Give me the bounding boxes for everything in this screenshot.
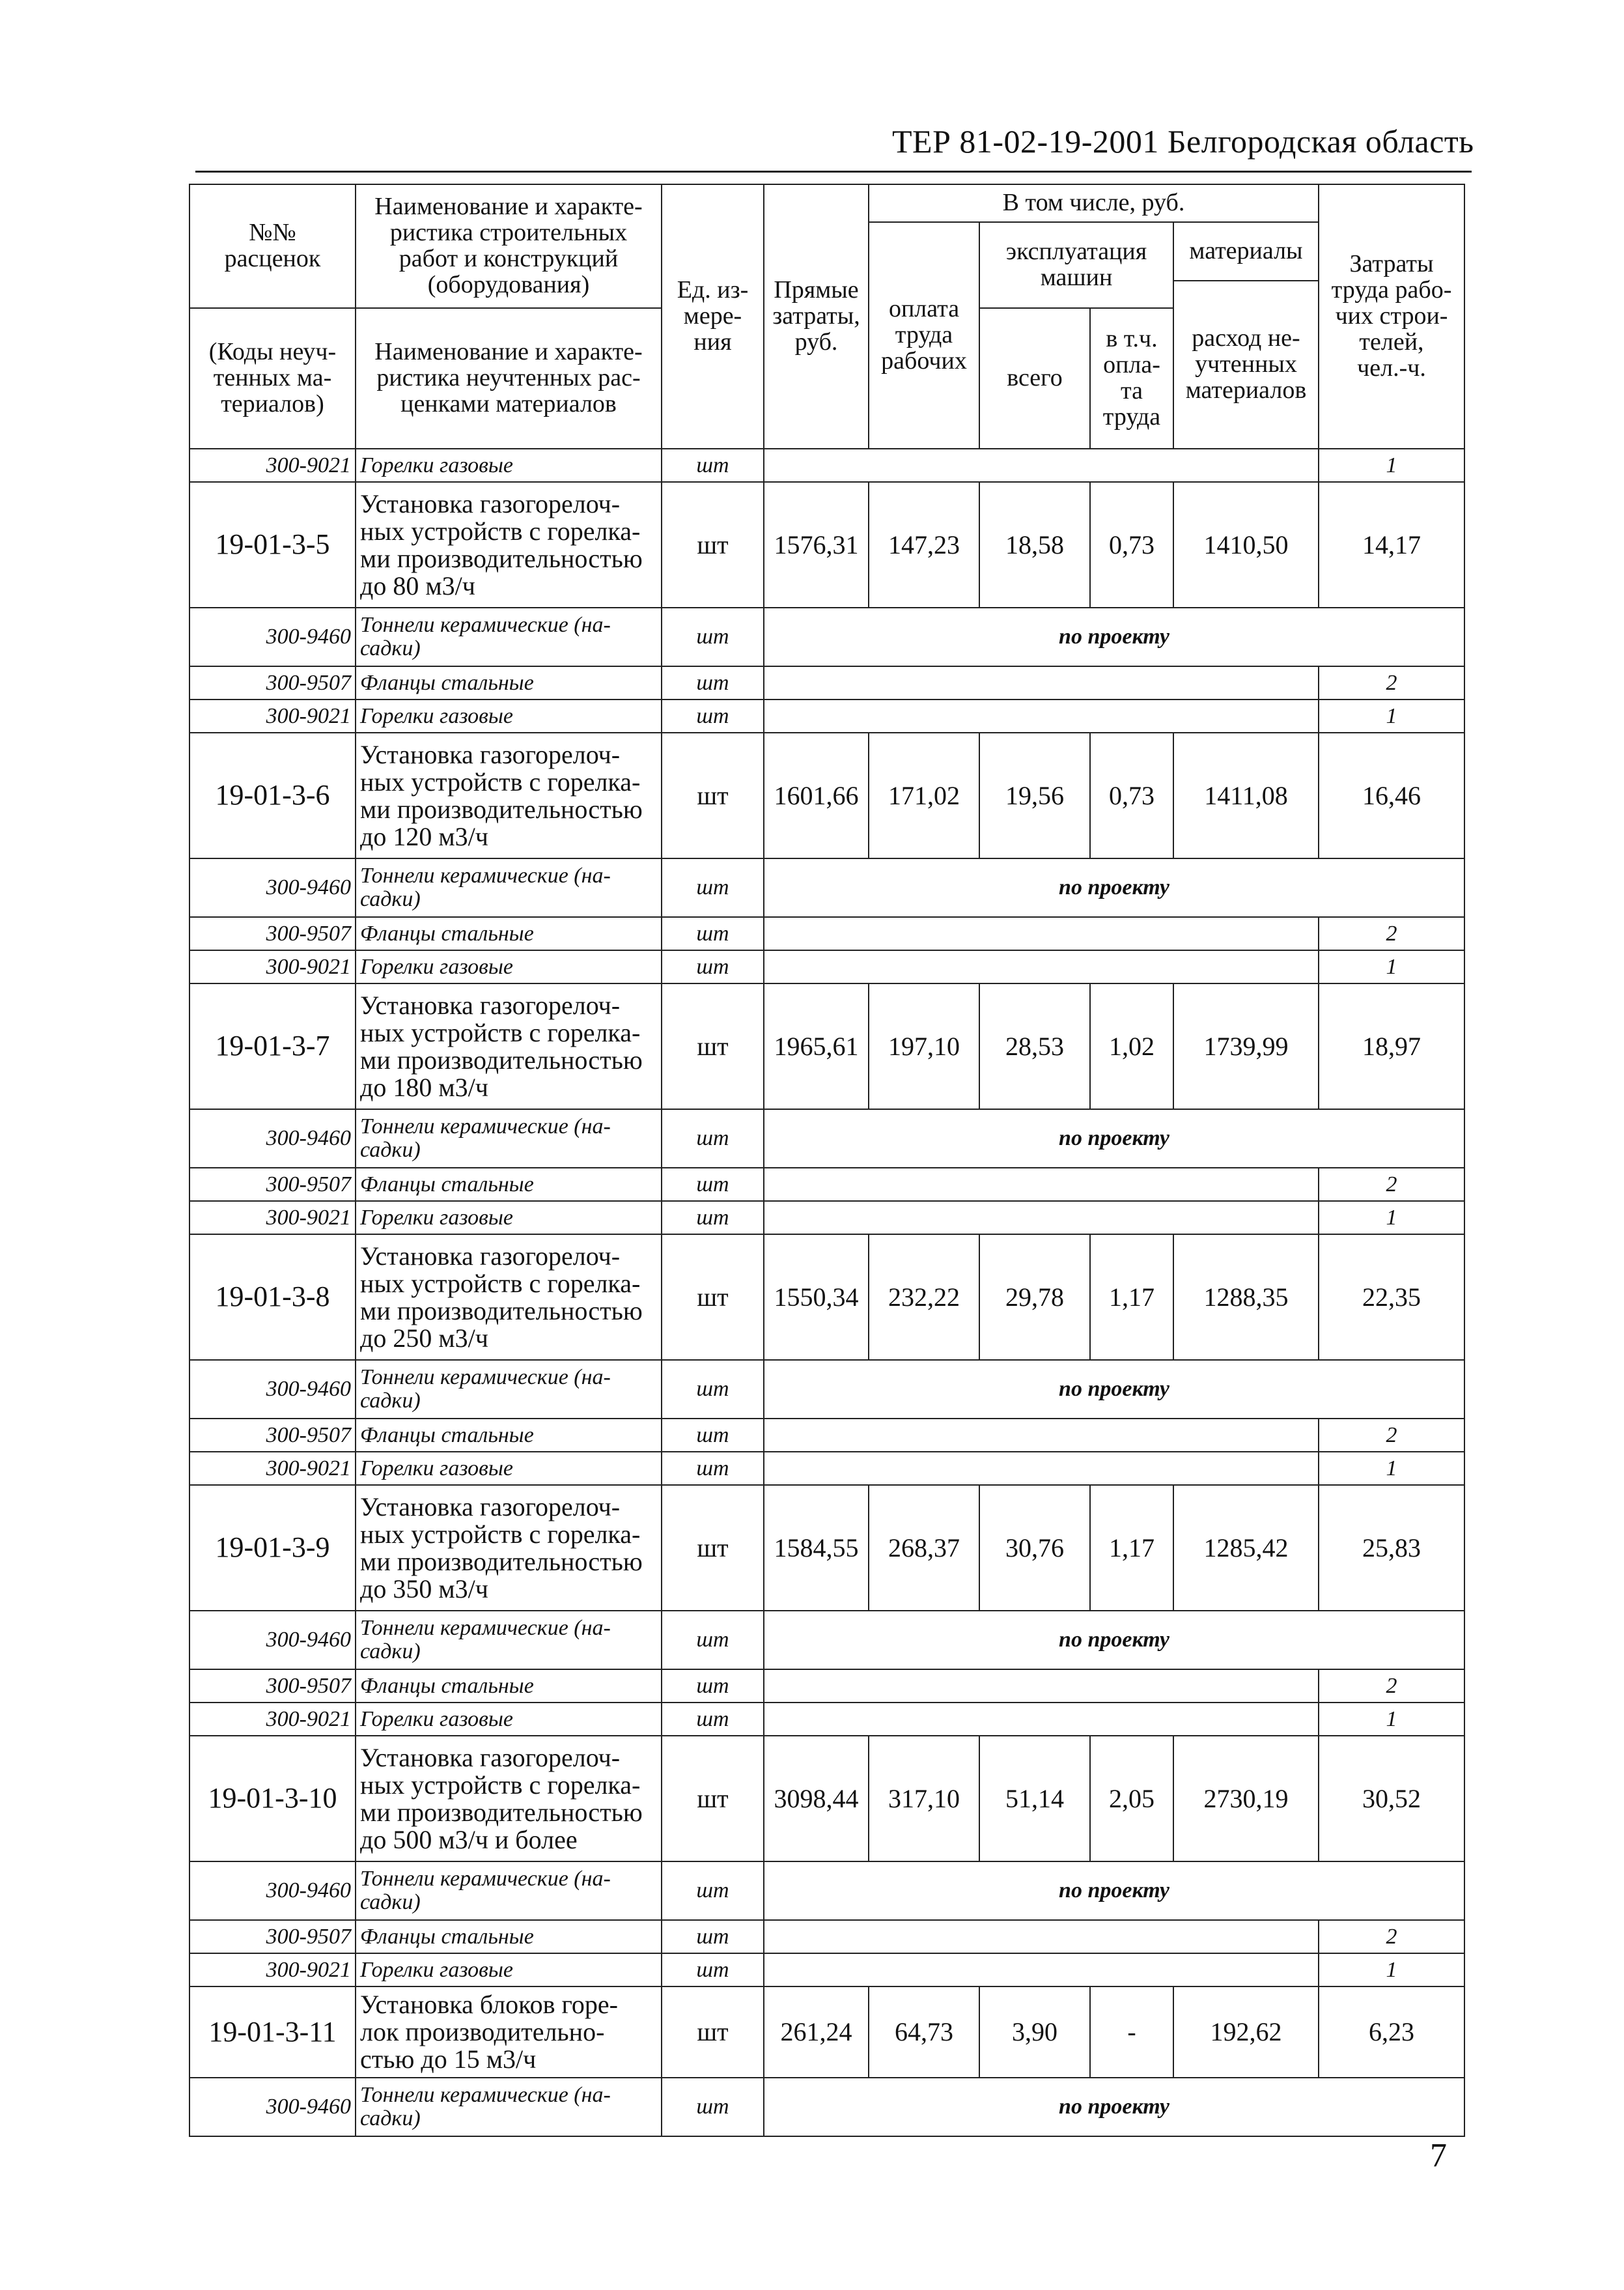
work-unit: шт [662, 733, 764, 858]
header-text-line: садки) [360, 1639, 421, 1663]
header-text-line: труда [895, 321, 953, 349]
header-text-line: Наименование и характе- [374, 193, 643, 221]
machines-total: 30,76 [979, 1485, 1090, 1611]
header-text-line: затраты, [772, 302, 860, 330]
header-text-line: Установка газогорелоч- [360, 990, 621, 1020]
header-text-line: та [1121, 377, 1143, 404]
header-text-line: расход не- [1192, 324, 1300, 352]
header-code-main [189, 184, 356, 308]
material-unit: шт [662, 1703, 764, 1736]
material-per-project: по проекту [764, 2078, 1464, 2136]
work-unit: шт [662, 1736, 764, 1861]
header-rule [195, 171, 1472, 173]
direct-costs: 1965,61 [764, 983, 869, 1109]
labor-pay: 268,37 [869, 1485, 979, 1611]
empty-cell [764, 1703, 1319, 1736]
header-text-line: Прямые [774, 276, 859, 304]
header-text-line: ных устройств с горелка- [360, 767, 641, 797]
machines-labor: 2,05 [1090, 1736, 1173, 1861]
header-text-line: Установка газогорелоч- [360, 1491, 621, 1521]
header-labor-hours [1319, 184, 1464, 449]
material-name: Горелки газовые [356, 950, 662, 983]
material-consumption: 1 [1319, 700, 1464, 733]
direct-costs: 261,24 [764, 1986, 869, 2078]
material-code: 300-9507 [189, 1920, 356, 1953]
header-unit [662, 184, 764, 449]
work-row [189, 733, 1464, 858]
materials-cost: 1288,35 [1173, 1234, 1319, 1360]
header-text-line: ми производительностью [360, 794, 643, 824]
material-code: 300-9021 [189, 950, 356, 983]
material-row [189, 1669, 1464, 1703]
material-row [189, 1703, 1464, 1736]
material-name [356, 608, 662, 666]
machines-total: 29,78 [979, 1234, 1090, 1360]
empty-cell [764, 1419, 1319, 1452]
material-row [189, 1861, 1464, 1920]
header-text-line: тенных ма- [213, 364, 332, 392]
work-code: 19-01-3-5 [189, 482, 356, 608]
material-consumption: 1 [1319, 1201, 1464, 1234]
header-materials [1173, 222, 1319, 281]
material-code: 300-9507 [189, 917, 356, 950]
work-name [356, 1234, 662, 1360]
header-text-line: ния [693, 328, 732, 356]
header-text-line: машин [1040, 264, 1113, 291]
material-name: Фланцы стальные [356, 1419, 662, 1452]
header-text-line: ных устройств с горелка- [360, 1268, 641, 1298]
work-unit: шт [662, 1234, 764, 1360]
material-per-project: по проекту [764, 1109, 1464, 1168]
material-unit: шт [662, 2078, 764, 2136]
direct-costs: 1584,55 [764, 1485, 869, 1611]
header-text-line: Ед. из- [677, 276, 749, 304]
material-code: 300-9460 [189, 1861, 356, 1920]
header-text-line: материалов [1185, 376, 1307, 404]
labor-pay: 317,10 [869, 1736, 979, 1861]
header-text-line: Тоннели керамические (на- [360, 1365, 611, 1390]
header-text-line: Тоннели керамические (на- [360, 1616, 611, 1641]
material-unit: шт [662, 700, 764, 733]
material-code: 300-9021 [189, 1452, 356, 1485]
header-text-line: (оборудования) [427, 270, 590, 298]
material-code: 300-9460 [189, 2078, 356, 2136]
material-row [189, 2078, 1464, 2136]
material-row [189, 917, 1464, 950]
header-name-main [356, 184, 662, 308]
header-text-line: Тоннели керамические (на- [360, 613, 611, 638]
material-code: 300-9460 [189, 608, 356, 666]
material-unit: шт [662, 1109, 764, 1168]
header-text-line: Установка газогорелоч- [360, 1241, 621, 1271]
header-direct-costs [764, 184, 869, 449]
header-text-line: работ и конструкций [399, 245, 619, 272]
work-code: 19-01-3-11 [189, 1986, 356, 2078]
material-unit: шт [662, 1953, 764, 1986]
header-text-line: телей, [1359, 328, 1424, 356]
material-unit: шт [662, 858, 764, 917]
material-row [189, 858, 1464, 917]
work-code: 19-01-3-9 [189, 1485, 356, 1611]
material-consumption: 1 [1319, 1703, 1464, 1736]
header-text-line: эксплуатация [1005, 238, 1147, 266]
labor-pay: 147,23 [869, 482, 979, 608]
material-code: 300-9460 [189, 1611, 356, 1669]
direct-costs: 1601,66 [764, 733, 869, 858]
machines-labor: 1,17 [1090, 1485, 1173, 1611]
machines-total: 19,56 [979, 733, 1090, 858]
empty-cell [764, 1168, 1319, 1201]
material-code: 300-9021 [189, 449, 356, 482]
material-row [189, 1920, 1464, 1953]
material-row [189, 1360, 1464, 1419]
material-per-project: по проекту [764, 1611, 1464, 1669]
header-text-line: в т.ч. [1106, 325, 1158, 353]
work-row [189, 482, 1464, 608]
header-text-line: ми производительностью [360, 1295, 643, 1325]
header-text-line: до 180 м3/ч [360, 1072, 488, 1102]
material-name: Горелки газовые [356, 1953, 662, 1986]
work-unit: шт [662, 1986, 764, 2078]
header-text-line: руб. [794, 328, 838, 356]
direct-costs: 1550,34 [764, 1234, 869, 1360]
material-unit: шт [662, 666, 764, 700]
header-text-line: Тоннели керамические (на- [360, 2083, 611, 2108]
empty-cell [764, 1201, 1319, 1234]
header-text-line: чих строи- [1335, 302, 1448, 330]
header-text-line: ристика строительных [389, 219, 628, 247]
material-code: 300-9460 [189, 1109, 356, 1168]
material-row [189, 700, 1464, 733]
material-name [356, 1861, 662, 1920]
material-code: 300-9021 [189, 1201, 356, 1234]
material-unit: шт [662, 449, 764, 482]
labor-pay: 171,02 [869, 733, 979, 858]
header-machines-labor [1090, 308, 1173, 449]
material-consumption: 1 [1319, 1953, 1464, 1986]
header-text-line: мере- [683, 302, 742, 330]
labor-hours: 14,17 [1319, 482, 1464, 608]
empty-cell [764, 666, 1319, 700]
material-row [189, 1611, 1464, 1669]
material-consumption: 1 [1319, 449, 1464, 482]
header-text-line: ми производительностью [360, 1546, 643, 1576]
labor-hours: 30,52 [1319, 1736, 1464, 1861]
header-text-line: Тоннели керамические (на- [360, 1114, 611, 1139]
header-text-line: ценками материалов [400, 389, 617, 417]
price-table [189, 184, 1465, 2137]
machines-total: 28,53 [979, 983, 1090, 1109]
header-text-line: Наименование и характе- [374, 338, 643, 366]
machines-total: 3,90 [979, 1986, 1090, 2078]
material-code: 300-9460 [189, 858, 356, 917]
header-text-line: труда рабо- [1331, 276, 1452, 304]
header-text-line: ных устройств с горелка- [360, 1770, 641, 1800]
work-code: 19-01-3-10 [189, 1736, 356, 1861]
material-unit: шт [662, 608, 764, 666]
header-text-line: оплата [888, 295, 960, 323]
material-name: Фланцы стальные [356, 1669, 662, 1703]
material-code: 300-9507 [189, 1419, 356, 1452]
material-code: 300-9507 [189, 1168, 356, 1201]
empty-cell [764, 1953, 1319, 1986]
machines-total: 51,14 [979, 1736, 1090, 1861]
labor-hours: 16,46 [1319, 733, 1464, 858]
header-text-line: Установка газогорелоч- [360, 488, 621, 518]
material-consumption: 2 [1319, 917, 1464, 950]
material-unit: шт [662, 1360, 764, 1419]
header-text-line: Установка газогорелоч- [360, 1742, 621, 1772]
header-text-line: материалы [1189, 237, 1303, 265]
header-text-line: териалов) [221, 389, 324, 417]
material-row [189, 950, 1464, 983]
material-row [189, 1168, 1464, 1201]
table-body [189, 184, 1464, 2136]
work-row [189, 1485, 1464, 1611]
material-unit: шт [662, 1201, 764, 1234]
header-text-line: ми производительностью [360, 1045, 643, 1075]
material-row [189, 1201, 1464, 1234]
header-text-line: садки) [360, 2106, 421, 2130]
work-unit: шт [662, 983, 764, 1109]
material-row [189, 449, 1464, 482]
material-name: Горелки газовые [356, 1452, 662, 1485]
header-text-line: до 250 м3/ч [360, 1323, 488, 1353]
header-labor-pay [869, 222, 979, 449]
header-machines [979, 222, 1173, 308]
work-unit: шт [662, 482, 764, 608]
header-text-line: В том числе, руб. [1002, 189, 1185, 217]
materials-cost: 1739,99 [1173, 983, 1319, 1109]
material-row [189, 666, 1464, 700]
header-text-line: труда [1102, 403, 1161, 431]
material-row [189, 1953, 1464, 1986]
labor-hours: 6,23 [1319, 1986, 1464, 2078]
header-text-line: чел.-ч. [1357, 354, 1426, 382]
header-text-line: ных устройств с горелка- [360, 1519, 641, 1549]
header-text-line: Затраты [1349, 250, 1434, 278]
header-text-line: садки) [360, 1890, 421, 1914]
material-unit: шт [662, 1611, 764, 1669]
material-unit: шт [662, 1419, 764, 1452]
work-name [356, 1485, 662, 1611]
material-consumption: 2 [1319, 666, 1464, 700]
document-title: ТЕР 81-02-19-2001 Белгородская область [892, 123, 1474, 160]
work-name [356, 1986, 662, 2078]
material-name: Горелки газовые [356, 1703, 662, 1736]
material-name: Горелки газовые [356, 449, 662, 482]
work-code: 19-01-3-6 [189, 733, 356, 858]
material-row [189, 608, 1464, 666]
material-consumption: 1 [1319, 950, 1464, 983]
header-text-line: лок производительно- [360, 2017, 605, 2046]
materials-cost: 1411,08 [1173, 733, 1319, 858]
material-name: Фланцы стальные [356, 666, 662, 700]
material-unit: шт [662, 1861, 764, 1920]
direct-costs: 1576,31 [764, 482, 869, 608]
machines-labor: - [1090, 1986, 1173, 2078]
header-text-line: до 80 м3/ч [360, 571, 475, 601]
material-code: 300-9460 [189, 1360, 356, 1419]
machines-labor: 0,73 [1090, 733, 1173, 858]
page-number: 7 [1430, 2137, 1447, 2174]
work-row [189, 1736, 1464, 1861]
work-name [356, 1736, 662, 1861]
work-name [356, 482, 662, 608]
empty-cell [764, 1669, 1319, 1703]
material-row [189, 1419, 1464, 1452]
empty-cell [764, 1920, 1319, 1953]
header-text-line: Тоннели керамические (на- [360, 864, 611, 888]
header-text-line: Установка газогорелоч- [360, 739, 621, 769]
labor-pay: 197,10 [869, 983, 979, 1109]
header-text-line: Установка блоков горе- [360, 1990, 618, 2019]
material-code: 300-9507 [189, 1669, 356, 1703]
header-text-line: садки) [360, 887, 421, 911]
header-text-line: рабочих [881, 346, 967, 375]
material-name: Горелки газовые [356, 1201, 662, 1234]
header-text-line: стью до 15 м3/ч [360, 2044, 537, 2074]
header-materials-sub [1173, 281, 1319, 449]
material-unit: шт [662, 1920, 764, 1953]
header-text-line: №№ [249, 219, 296, 247]
material-consumption: 2 [1319, 1419, 1464, 1452]
header-text-line: опла- [1103, 351, 1160, 379]
empty-cell [764, 950, 1319, 983]
header-text-line: учтенных [1195, 350, 1297, 378]
material-per-project: по проекту [764, 858, 1464, 917]
machines-total: 18,58 [979, 482, 1090, 608]
machines-labor: 1,02 [1090, 983, 1173, 1109]
work-row [189, 983, 1464, 1109]
machines-labor: 0,73 [1090, 482, 1173, 608]
labor-pay: 64,73 [869, 1986, 979, 2078]
material-unit: шт [662, 917, 764, 950]
labor-hours: 25,83 [1319, 1485, 1464, 1611]
direct-costs: 3098,44 [764, 1736, 869, 1861]
material-per-project: по проекту [764, 608, 1464, 666]
material-per-project: по проекту [764, 1360, 1464, 1419]
work-row [189, 1234, 1464, 1360]
material-unit: шт [662, 1669, 764, 1703]
material-name [356, 2078, 662, 2136]
material-name [356, 858, 662, 917]
header-text-line: ми производительностью [360, 543, 643, 573]
work-row [189, 1986, 1464, 2078]
materials-cost: 192,62 [1173, 1986, 1319, 2078]
header-text-line: Тоннели керамические (на- [360, 1867, 611, 1891]
material-per-project: по проекту [764, 1861, 1464, 1920]
work-code: 19-01-3-7 [189, 983, 356, 1109]
labor-hours: 18,97 [1319, 983, 1464, 1109]
header-text-line: (Коды неуч- [208, 338, 337, 366]
work-name [356, 733, 662, 858]
material-row [189, 1452, 1464, 1485]
header-text-line: садки) [360, 1389, 421, 1413]
materials-cost: 1410,50 [1173, 482, 1319, 608]
material-unit: шт [662, 950, 764, 983]
empty-cell [764, 700, 1319, 733]
empty-cell [764, 1452, 1319, 1485]
material-unit: шт [662, 1168, 764, 1201]
labor-pay: 232,22 [869, 1234, 979, 1360]
material-name: Горелки газовые [356, 700, 662, 733]
materials-cost: 1285,42 [1173, 1485, 1319, 1611]
work-name [356, 983, 662, 1109]
header-text-line: ристика неучтенных рас- [376, 364, 641, 392]
header-text-line: до 350 м3/ч [360, 1574, 488, 1604]
header-including [869, 184, 1319, 222]
material-name [356, 1611, 662, 1669]
header-text-line: до 500 м3/ч и более [360, 1824, 578, 1854]
header-text-line: ных устройств с горелка- [360, 1017, 641, 1047]
header-text-line: до 120 м3/ч [360, 821, 488, 851]
header-name-sub [356, 308, 662, 449]
material-consumption: 2 [1319, 1669, 1464, 1703]
material-name: Фланцы стальные [356, 917, 662, 950]
header-machines-total [979, 308, 1090, 449]
header-text-line: всего [1007, 364, 1063, 392]
material-unit: шт [662, 1452, 764, 1485]
header-text-line: ных устройств с горелка- [360, 516, 641, 546]
material-code: 300-9507 [189, 666, 356, 700]
work-unit: шт [662, 1485, 764, 1611]
material-name [356, 1360, 662, 1419]
material-consumption: 1 [1319, 1452, 1464, 1485]
material-consumption: 2 [1319, 1168, 1464, 1201]
empty-cell [764, 449, 1319, 482]
material-code: 300-9021 [189, 1703, 356, 1736]
labor-hours: 22,35 [1319, 1234, 1464, 1360]
material-name [356, 1109, 662, 1168]
header-text-line: садки) [360, 636, 421, 660]
material-consumption: 2 [1319, 1920, 1464, 1953]
material-row [189, 1109, 1464, 1168]
material-code: 300-9021 [189, 1953, 356, 1986]
machines-labor: 1,17 [1090, 1234, 1173, 1360]
header-code-sub [189, 308, 356, 449]
materials-cost: 2730,19 [1173, 1736, 1319, 1861]
work-code: 19-01-3-8 [189, 1234, 356, 1360]
material-code: 300-9021 [189, 700, 356, 733]
header-text-line: расценок [224, 245, 321, 272]
header-text-line: садки) [360, 1138, 421, 1162]
empty-cell [764, 917, 1319, 950]
header-text-line: ми производительностью [360, 1797, 643, 1827]
material-name: Фланцы стальные [356, 1920, 662, 1953]
material-name: Фланцы стальные [356, 1168, 662, 1201]
